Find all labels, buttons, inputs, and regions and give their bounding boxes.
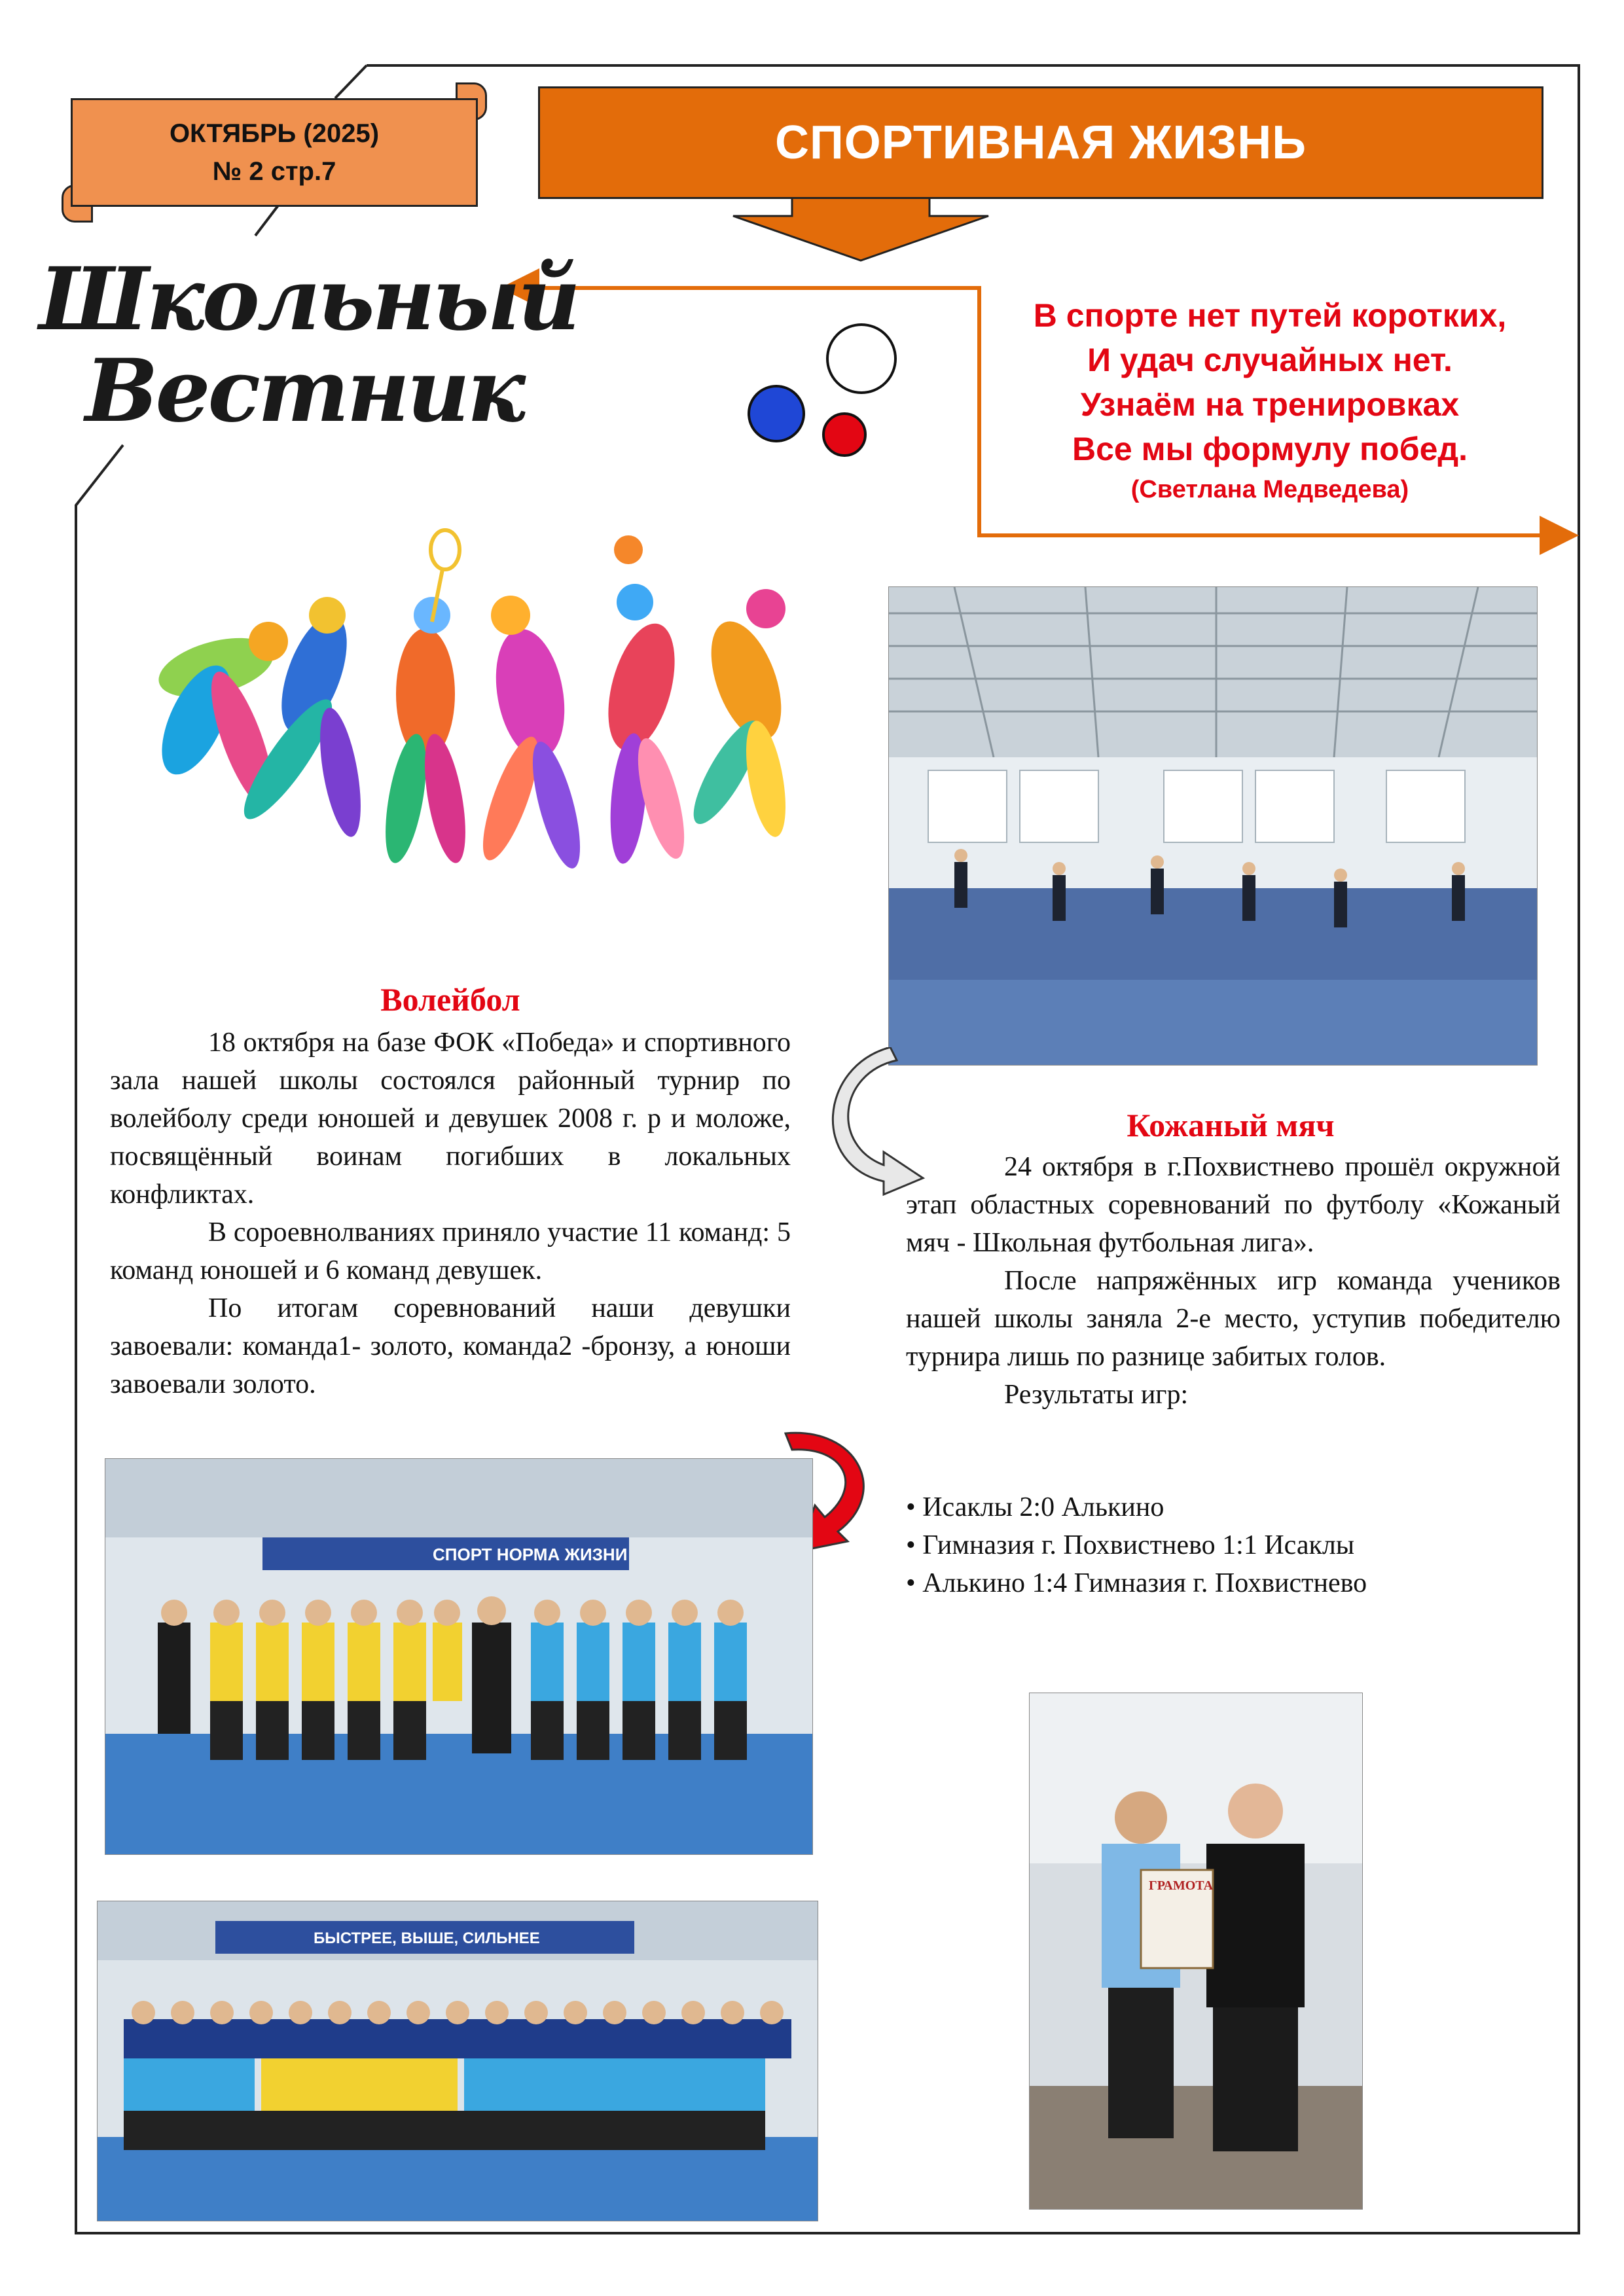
coach-jacket bbox=[1206, 1844, 1305, 2007]
blue-circle bbox=[749, 386, 804, 441]
match-result: • Алькино 1:4 Гимназия г. Похвистнево bbox=[906, 1568, 1367, 1598]
football-article bbox=[906, 1148, 1561, 1414]
futsal-match-photo bbox=[888, 586, 1538, 1066]
gym-banner-text: БЫСТРЕЕ, ВЫШЕ, СИЛЬНЕЕ bbox=[314, 1929, 540, 1947]
epigraph bbox=[943, 293, 1597, 508]
football-paragraph: 24 октября в г.Похвистнево прошёл окружной этап областных соревнований по футболу «Кожаный мяч - Школьная футбольная лига». bbox=[906, 1152, 1561, 1258]
logo-line-1: Школьный bbox=[39, 249, 578, 350]
quote-line: Узнаём на тренировках bbox=[1080, 386, 1460, 423]
sports-silhouettes-illustration bbox=[118, 524, 812, 890]
quote-line: В спорте нет путей коротких, bbox=[1033, 297, 1507, 334]
tennis-figure bbox=[378, 530, 473, 866]
quote-line: И удач случайных нет. bbox=[1087, 342, 1453, 378]
volleyball-figure bbox=[596, 535, 694, 865]
dancer-figure bbox=[472, 596, 590, 872]
kicker-figure bbox=[682, 589, 795, 840]
logo-line-2: Вестник bbox=[85, 340, 524, 442]
issue-month: ОКТЯБРЬ (2025) bbox=[169, 119, 380, 148]
football-paragraph: После напряжённых игр команда учеников нашей школы заняла 2-е место, уступив победителю турнира лишь по разнице забитых голов. bbox=[906, 1266, 1561, 1372]
quote-line: Все мы формулу побед. bbox=[1072, 431, 1468, 467]
logo-arrow bbox=[508, 288, 979, 291]
section-title: СПОРТИВНАЯ ЖИЗНЬ bbox=[775, 117, 1307, 169]
match-result: • Гимназия г. Похвистнево 1:1 Исаклы bbox=[906, 1530, 1355, 1560]
banner-down-arrow bbox=[733, 195, 988, 260]
football-award-photo bbox=[1029, 1693, 1363, 2210]
volleyball-group-photo bbox=[97, 1901, 818, 2221]
volleyball-paragraph: 18 октября на базе ФОК «Победа» и спортивного зала нашей школы состоялся районный турнир по волейболу среди юношей и девушек 2008 г. р и моложе, посвящённый воинам погибших в локальных конфликтах. bbox=[110, 1028, 791, 1210]
match-result: • Исаклы 2:0 Алькино bbox=[906, 1492, 1164, 1522]
volleyball-paragraph: По итогам соревнований наши девушки завоевали: команда1- золото, команда2 -бронзу, а юноши завоевали золото. bbox=[110, 1293, 791, 1399]
section-banner bbox=[538, 86, 1543, 199]
volleyball-team-photo bbox=[105, 1458, 813, 1855]
white-circle bbox=[827, 325, 895, 393]
results-heading: Результаты игр: bbox=[1004, 1380, 1189, 1410]
gym-banner-text: СПОРТ НОРМА ЖИЗНИ bbox=[433, 1545, 628, 1564]
newspaper-logo bbox=[33, 249, 578, 445]
quote-author: (Светлана Медведева) bbox=[1130, 476, 1409, 503]
certificate-title: ГРАМОТА bbox=[1149, 1878, 1214, 1893]
match-results-list bbox=[906, 1488, 1561, 1602]
issue-label bbox=[71, 98, 478, 207]
football-title: Кожаный мяч bbox=[1127, 1107, 1335, 1143]
issue-page: № 2 стр.7 bbox=[212, 157, 336, 186]
volleyball-article bbox=[110, 1024, 791, 1403]
volleyball-title: Волейбол bbox=[380, 981, 520, 1018]
volleyball-paragraph: В сороевнолваниях приняло участие 11 команд: 5 команд юношей и 6 команд девушек. bbox=[110, 1217, 791, 1285]
red-circle bbox=[823, 414, 865, 456]
